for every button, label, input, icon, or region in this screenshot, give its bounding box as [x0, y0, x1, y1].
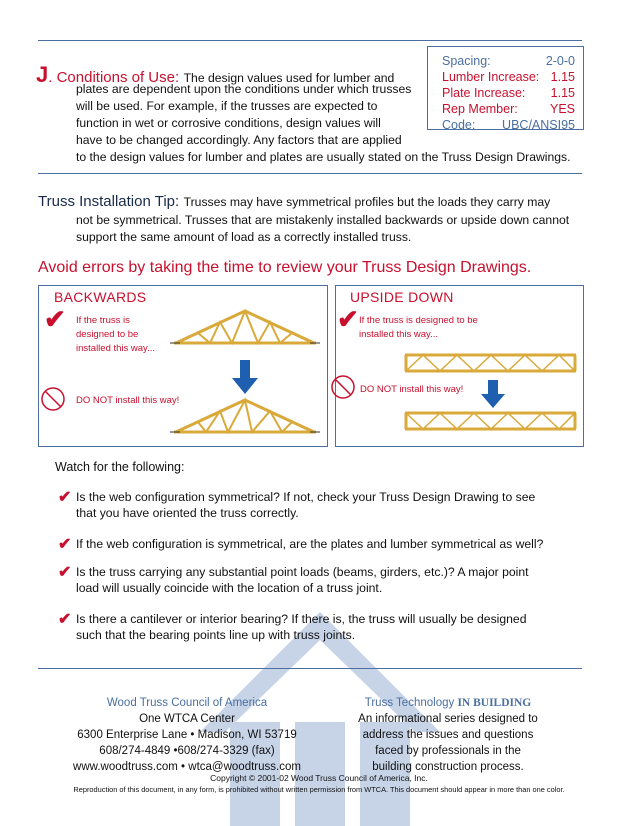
check-icon: ✔	[58, 489, 72, 506]
section-rule	[38, 173, 582, 174]
tip-line: support the same amount of load as a correctly installed truss.	[76, 230, 412, 244]
conditions-line: will be used. For example, if the trusses are expected to	[76, 99, 378, 113]
backwards-donot-text: DO NOT install this way!	[76, 395, 180, 406]
upside-designed-text: If the truss is designed to be installed this way...	[359, 315, 478, 340]
tip-title: Truss Installation Tip:	[38, 193, 180, 210]
truss-wrong-backwards	[170, 396, 320, 438]
tip-line: not be symmetrical. Trusses that are mistakenly installed backwards or upside down cannot	[76, 213, 570, 227]
check-icon: ✔	[58, 564, 72, 581]
upside-check-icon: ✔	[337, 304, 359, 334]
backwards-title: BACKWARDS	[54, 289, 147, 305]
series-title-bold: IN BUILDING	[457, 697, 532, 709]
conditions-title: . Conditions of Use:	[48, 69, 180, 86]
avoid-errors-heading: Avoid errors by taking the time to review your Truss Design Drawings.	[38, 259, 532, 276]
org-phone: 608/274-4849 •608/274-3329 (fax)	[99, 745, 275, 757]
conditions-line: have to be changed accordingly. Any factors that are applied	[76, 133, 402, 147]
reproduction-notice: Reproduction of this document, in any form, is prohibited without written permission from WTCA. This document should appear in more than one color.	[73, 785, 565, 794]
spec-lumber: Lumber Increase: 1.15	[442, 70, 575, 84]
copyright: Copyright © 2001-02 Wood Truss Council of America, Inc.	[210, 773, 428, 783]
check-icon: ✔	[58, 536, 72, 553]
no-icon	[40, 386, 66, 412]
series-block: Truss Technology IN BUILDING An informational series designed to address the issues and questions faced by professionals in the building construction process.	[358, 697, 538, 773]
org-center: One WTCA Center	[139, 713, 235, 725]
no-icon	[330, 374, 356, 400]
org-web: www.woodtruss.com • wtca@woodtruss.com	[73, 761, 301, 773]
spec-code: Code: UBC/ANSI95	[442, 118, 575, 132]
tip-body	[76, 212, 569, 246]
spec-rep: Rep Member: YES	[442, 102, 575, 116]
footer-rule	[38, 668, 582, 669]
truss-correct-flat	[403, 352, 578, 374]
backwards-check-icon: ✔	[44, 304, 66, 334]
design-spec-box	[427, 46, 584, 130]
org-name: Wood Truss Council of America	[106, 697, 268, 709]
truss-wrong-flat	[403, 410, 578, 432]
spec-plate: Plate Increase: 1.15	[442, 86, 575, 100]
down-arrow-icon	[232, 360, 258, 394]
org-address: 6300 Enterprise Lane • Madison, WI 53719	[77, 729, 297, 741]
section-letter: J	[36, 62, 49, 87]
conditions-line: to the design values for lumber and plates are usually stated on the Truss Design Drawings.	[76, 150, 571, 164]
top-rule	[38, 40, 582, 41]
upside-down-title: UPSIDE DOWN	[350, 289, 454, 305]
conditions-lead: The design values used for lumber and	[183, 71, 395, 85]
conditions-line: function in wet or corrosive conditions, design values will	[76, 116, 381, 130]
tip-lead: Trusses may have symmetrical profiles but the loads they carry may	[183, 195, 551, 209]
check-icon: ✔	[58, 611, 72, 628]
conditions-line: plates are dependent upon the conditions under which trusses	[76, 82, 412, 96]
truss-correct-backwards	[170, 307, 320, 349]
tip-header	[38, 193, 550, 211]
down-arrow-icon	[481, 380, 505, 408]
org-address-block	[52, 695, 322, 775]
spec-spacing: Spacing: 2-0-0	[442, 54, 575, 68]
watch-title: Watch for the following:	[55, 460, 185, 474]
backwards-designed-text: If the truss is designed to be installed this way...	[76, 315, 156, 354]
series-title: Truss Technology	[364, 697, 458, 709]
upside-donot-text: DO NOT install this way!	[360, 384, 464, 395]
